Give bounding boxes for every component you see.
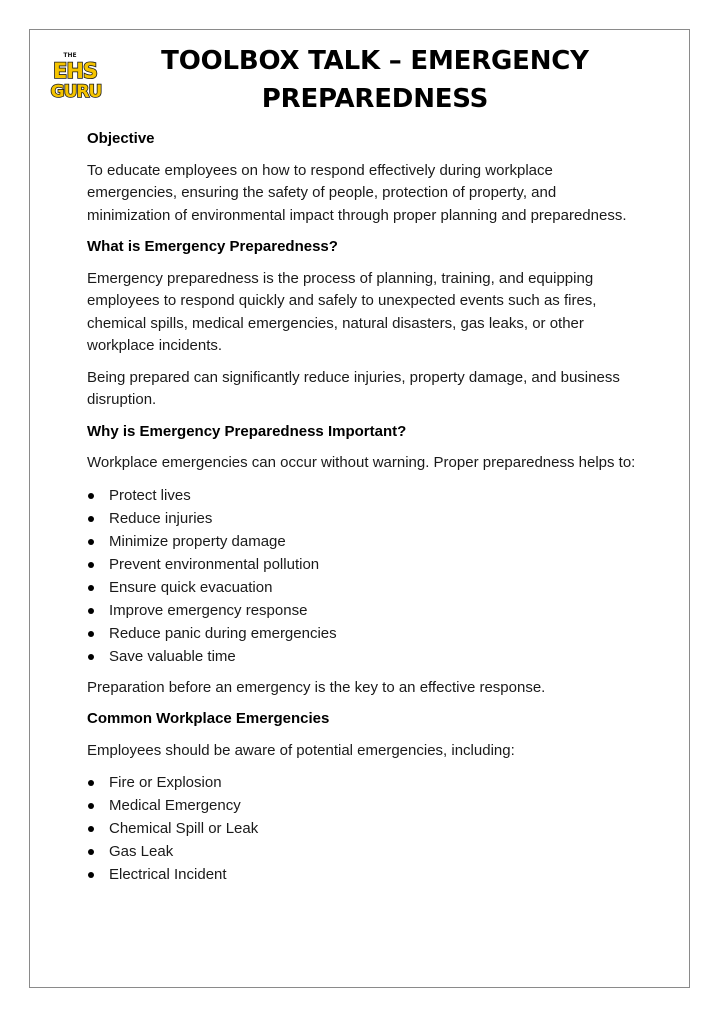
- list-item: [87, 840, 642, 863]
- objective-heading: Objective: [87, 130, 155, 147]
- why-list: [87, 484, 642, 668]
- list-item: [87, 863, 642, 886]
- bullet-icon: [88, 826, 94, 832]
- page-title: [140, 42, 610, 118]
- list-item: [87, 484, 642, 507]
- common-heading: Common Workplace Emergencies: [87, 710, 330, 727]
- list-item-text: Medical Emergency: [109, 797, 241, 814]
- list-item: [87, 576, 642, 599]
- list-item-text: Chemical Spill or Leak: [109, 820, 259, 837]
- list-item-text: Minimize property damage: [109, 532, 286, 550]
- list-item: [87, 553, 642, 576]
- bullet-icon: [88, 654, 94, 660]
- why-heading: Why is Emergency Preparedness Important?: [87, 422, 407, 440]
- bullet-icon: [88, 780, 94, 786]
- bullet-icon: [88, 872, 94, 878]
- why-closing: Preparation before an emergency is the key to an effective response.: [87, 678, 546, 696]
- what-is-heading: What is Emergency Preparedness?: [87, 238, 338, 255]
- list-item-text: Prevent environmental pollution: [109, 555, 320, 573]
- common-list: [87, 771, 642, 886]
- list-item-text: Improve emergency response: [109, 601, 308, 619]
- list-item: [87, 645, 642, 668]
- svg-text:EHS: EHS: [52, 59, 98, 83]
- list-item: [87, 599, 642, 622]
- document-body: [87, 128, 642, 895]
- list-item-text: Ensure quick evacuation: [109, 578, 273, 596]
- list-item-text: Protect lives: [109, 486, 191, 504]
- list-item-text: Gas Leak: [109, 843, 174, 860]
- list-item: [87, 530, 642, 553]
- list-item-text: Reduce panic during emergencies: [109, 624, 337, 642]
- bullet-icon: [88, 849, 94, 855]
- objective-paragraph: To educate employees on how to respond effectively during workplace emergencies, ensuring the safety of people, protection of property, and minimization of environmental impact through proper planning and preparedness.: [87, 161, 627, 224]
- list-item: [87, 771, 642, 794]
- ehs-guru-logo: [47, 50, 105, 102]
- list-item-text: Electrical Incident: [109, 866, 227, 883]
- list-item: [87, 507, 642, 530]
- bullet-icon: [88, 585, 94, 591]
- list-item-text: Reduce injuries: [109, 509, 213, 527]
- bullet-icon: [88, 493, 94, 499]
- bullet-icon: [88, 631, 94, 637]
- bullet-icon: [88, 803, 94, 809]
- why-intro: Workplace emergencies can occur without warning. Proper preparedness helps to:: [87, 454, 636, 471]
- bullet-icon: [88, 562, 94, 568]
- list-item-text: Fire or Explosion: [109, 774, 222, 791]
- svg-text:GURU: GURU: [50, 82, 102, 102]
- svg-text:THE: THE: [63, 52, 77, 59]
- what-is-paragraph-2: Being prepared can significantly reduce injuries, property damage, and business disruption.: [87, 368, 620, 408]
- title-line-2: PREPAREDNESS: [261, 84, 489, 114]
- list-item: [87, 622, 642, 645]
- list-item: [87, 817, 642, 840]
- list-item-text: Save valuable time: [109, 647, 236, 665]
- bullet-icon: [88, 516, 94, 522]
- bullet-icon: [88, 539, 94, 545]
- bullet-icon: [88, 608, 94, 614]
- what-is-paragraph-1: Emergency preparedness is the process of planning, training, and equipping employees to respond quickly and safely to unexpected events such as fires, chemical spills, medical emergencies, natural disasters, gas leaks, or other workplace incidents.: [87, 269, 597, 354]
- common-intro: Employees should be aware of potential emergencies, including:: [87, 741, 515, 759]
- title-line-1: TOOLBOX TALK – EMERGENCY: [161, 46, 589, 76]
- list-item: [87, 794, 642, 817]
